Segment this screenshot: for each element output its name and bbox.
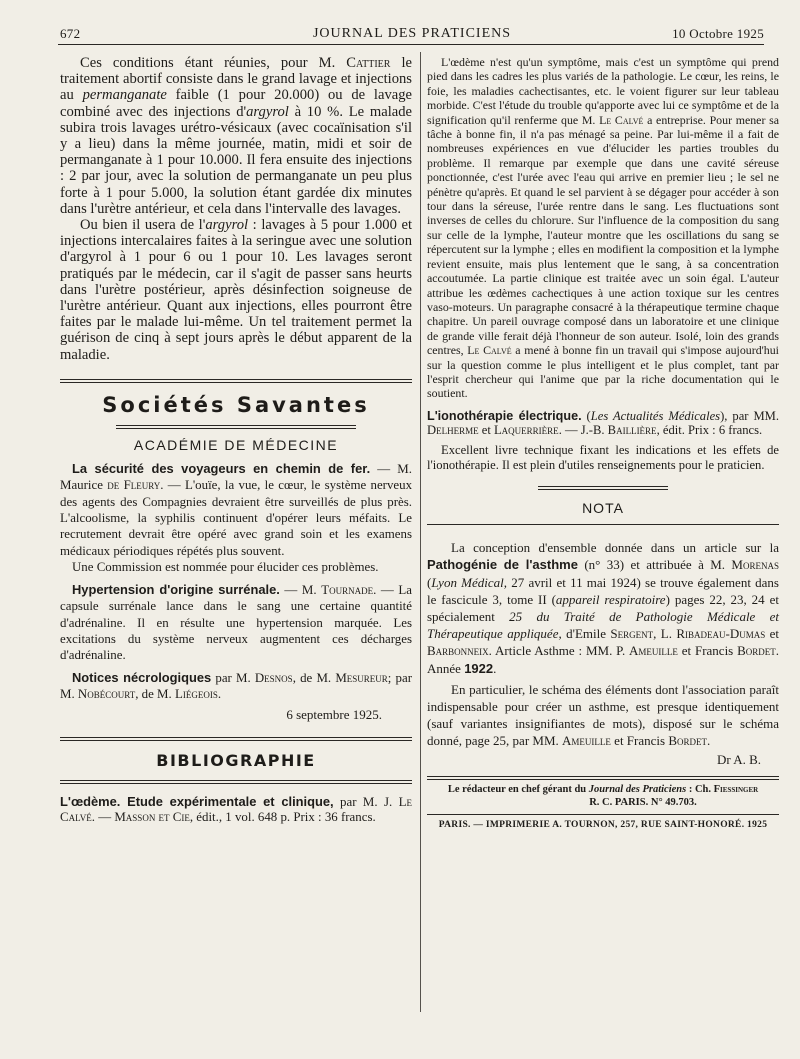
report-railway-safety: La sécurité des voyageurs en chemin de fer. — M. Maurice de Fleury. — L'ouïe, la vue, le cœur, le système nerveux des agents des Compagnies devraient être surveillés de plus près. L'alcoolisme, la syphilis continuent d'opérer leurs méfaits. Le recrutement devrait être opéré avec grand soin et les examens médicaux périodiques répétés plus souvent.: [60, 460, 413, 558]
report-commission: Une Commission est nommée pour élucider ces problèmes.: [72, 560, 379, 575]
running-header: [60, 26, 764, 46]
review-ionotherapie: Excellent livre technique fixant les indications et les effets de l'ionothérapie. Il est plein d'utiles renseignements pour le praticien.: [427, 442, 779, 472]
footer-rule-thin: [427, 814, 779, 815]
footer-editor: Le rédacteur en chef gérant du Journal des Praticiens : Ch. Fiessinger: [447, 783, 759, 795]
section-rule-short: [116, 425, 356, 429]
footer-printer: PARIS. — IMPRIMERIE A. TOURNON, 257, RUE SAINT-HONORÉ. 1925: [438, 819, 768, 830]
nota-paragraph-asthme: La conception d'ensemble donnée dans un article sur la Pathogénie de l'asthme (n° 33) et attribuée à M. Morenas (Lyon Médical, 27 avril et 11 mai 1924) se trouve également dans le fascicule 3, tome II (appareil respiratoire) pages 22, 23, 24 et spécialement 25 du Traité de Pathologie Médicale et Thérapeutique appliquée, d'Emile Sergent, L. Ribadeau-Dumas et Barbonneix. Article Asthme : MM. P. Ameuille et Francis Bordet. Année 1922.: [427, 540, 779, 676]
nota-underline: [427, 524, 779, 525]
book-entry-ionotherapie: L'ionothérapie électrique. (Les Actualités Médicales), par MM. Delherme et Laquerrière. — J.-B. Baillière, édit. Prix : 6 francs.: [427, 408, 780, 438]
section-title-societes: Sociétés Savantes: [102, 392, 370, 417]
book-entry-oedeme: L'œdème. Etude expérimentale et clinique, par M. J. Le Calvé. — Masson et Cie, édit., 1 vol. 648 p. Prix : 36 francs.: [60, 793, 412, 824]
issue-date: 10 Octobre 1925: [672, 26, 764, 41]
subsection-title-academie: ACADÉMIE DE MÉDECINE: [133, 436, 339, 453]
report-necrology: Notices nécrologiques par M. Desnos, de M. Mesureur; par M. Nobécourt, de M. Liégeois.: [60, 669, 412, 702]
section-rule: [60, 780, 412, 784]
page-number: 672: [60, 26, 81, 41]
nota-rule: [538, 486, 668, 490]
section-title-bibliographie: BIBLIOGRAPHIE: [156, 750, 316, 770]
left-column: [60, 55, 412, 825]
footer-registration: R. C. PARIS. N° 49.703.: [589, 796, 697, 808]
section-rule: [60, 737, 412, 741]
journal-title: JOURNAL DES PRATICIENS: [312, 26, 512, 41]
column-divider: [420, 52, 421, 1012]
paragraph-argyrol: Ou bien il usera de l'argyrol : lavages à 5 pour 1.000 et injections intercalaires faites à la seringue avec une solution d'argyrol à 1 pour 6 ou 1 pour 10. Les lavages seront pratiqués par le médecin, car il s'agit de passer sans heurts dans l'urètre postérieur, après désinfection soigneuse de l'urètre antérieur. Quant aux injections, elles pourront être faites par le malade lui-même. Un tel traitement permet la guérison de cinq à sept jours après le début apparent de la maladie.: [60, 217, 413, 363]
nota-paragraph-schema: En particulier, le schéma des éléments dont l'association paraît indispensable pour créer un asthme, est presque identiquement (sauf variantes insignifiantes de mots), disposé sur le schéma donné, page 25, par MM. Ameuille et Francis Bordet.: [427, 681, 779, 749]
right-column: [427, 55, 779, 832]
footer-rule: [427, 776, 779, 780]
signature: Dr A. B.: [716, 751, 761, 767]
session-date: 6 septembre 1925.: [286, 706, 382, 722]
section-rule: [60, 379, 412, 383]
section-title-nota: NOTA: [582, 500, 624, 517]
paragraph-treatment: Ces conditions étant réunies, pour M. Cattier le traitement abortif consiste dans le grand lavage et injections au permanganate faible (1 pour 20.000) ou de lavage combiné avec des injections d'argyrol à 10 %. Le malade subira trois lavages urétro-vésicaux (avec cocaïnisation s'il y a lieu) dans la même journée, matin, midi et soir de permanganate à 1 pour 10.000. Il fera ensuite des injections : 2 par jour, avec la solution de permanganate un peu plus forte à 1 pour 5.000, la solution étant gardée dix minutes dans l'urètre antérieur, et cela dans l'intervalle des lavages.: [60, 55, 412, 217]
review-oedeme: L'œdème n'est qu'un symptôme, mais c'est un symptôme qui prend pied dans les cadres les plus variés de la pathologie. Le cœur, les reins, le foie, les maladies cachectisantes, etc. le voient figurer sur leur tableau morbide. C'est l'étude du trouble qu'apporte avec lui ce symptôme et de la signification qu'il renferme que M. Le Calvé a entreprise. Pour mener sa tâche à bonne fin, il n'a pas ménagé sa peine. Par lui-même il a fait de nombreuses expériences en vue d'élucider les parties troubles du problème. Il remarque par exemple que dans une cavité séreuse ponctionnée, c'est l'urée avec l'eau qui arrive en premier lieu ; le sel ne pénètre qu'après. Et quand le sel parvient à se dégager pour accéder à son tour dans la séreuse, l'urée rentre dans le sang. Les fluctuations sont inverses de celles du chlorure. Sur l'influence de la composition du sang sur celle de la lymphe, l'auteur montre que les oscillations du sang se répercutent sur la lymphe ; elles en modifient la composition et la lymphe revient ensuite, mais plus lentement que le sang, à sa concentration accoutumée. La partie clinique est traitée avec un soin égal. L'auteur attribue les œdèmes cachectiques à une action toxique sur les centres vaso-moteurs. Un paragraphe consacré à la thérapeutique termine chaque chapitre. Un pareil ouvrage composé dans un laboratoire et une clinique de grande ville ferait déjà l'honneur de son auteur. Isolé, loin des grands centres, Le Calvé a mené à bonne fin un travail qui s'impose aujourd'hui sur la question comme le plus intelligent et le plus complet, tant par l'esprit chercheur qui l'anime que par la riche documentation qui le soutient.: [427, 55, 779, 401]
header-rule: [58, 44, 764, 45]
report-hypertension: Hypertension d'origine surrénale. — M. Tournade. — La capsule surrénale lance dans le sang une certaine quantité d'adrénaline. Il en résulte une hypertension marquée. Les excitations du système nerveux augmentent ces décharges d'adrénaline.: [60, 581, 412, 663]
